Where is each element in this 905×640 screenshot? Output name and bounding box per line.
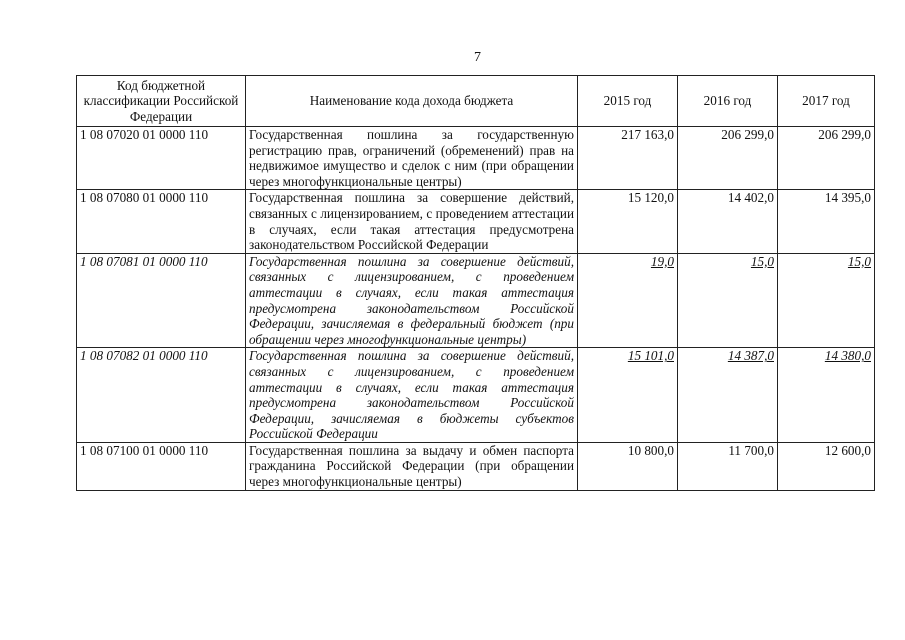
table-row bbox=[77, 348, 875, 443]
page-number: 7 bbox=[474, 50, 481, 65]
row-value-2016: 11 700,0 bbox=[678, 442, 778, 490]
row-value-2016: 15,0 bbox=[678, 253, 778, 348]
row-name: Государственная пошлина за совершение действий, связанных с лицензированием, с проведением аттестации в случаях, если такая аттестация предусмотрена законодательством Российской Федерации, зачисляемая в федеральный бюджет (при обращении через многофункциональные центры) bbox=[246, 253, 578, 348]
row-value-2017: 14 380,0 bbox=[778, 348, 875, 443]
row-name: Государственная пошлина за совершение действий, связанных с лицензированием, с проведением аттестации в случаях, если такая аттестация предусмотрена законодательством Российской Федерации, зачисляемая в бюджеты субъектов Российской Федерации bbox=[246, 348, 578, 443]
row-value-2017: 14 395,0 bbox=[778, 190, 875, 253]
table-header-row bbox=[77, 76, 875, 127]
row-value-2017: 206 299,0 bbox=[778, 127, 875, 190]
row-value-2015: 217 163,0 bbox=[578, 127, 678, 190]
row-value-2015: 19,0 bbox=[578, 253, 678, 348]
row-value-2017: 12 600,0 bbox=[778, 442, 875, 490]
row-code: 1 08 07082 01 0000 110 bbox=[77, 348, 246, 443]
table-row bbox=[77, 190, 875, 253]
row-value-2015: 10 800,0 bbox=[578, 442, 678, 490]
row-value-2015: 15 101,0 bbox=[578, 348, 678, 443]
table-row bbox=[77, 253, 875, 348]
header-year-2016: 2016 год bbox=[678, 76, 778, 127]
row-value-2016: 14 402,0 bbox=[678, 190, 778, 253]
table-row bbox=[77, 127, 875, 190]
header-year-2015: 2015 год bbox=[578, 76, 678, 127]
row-value-2016: 14 387,0 bbox=[678, 348, 778, 443]
row-name: Государственная пошлина за выдачу и обмен паспорта гражданина Российской Федерации (при обращении через многофункциональные центры) bbox=[246, 442, 578, 490]
header-code: Код бюджетной классификации Российской Федерации bbox=[77, 76, 246, 127]
header-year-2017: 2017 год bbox=[778, 76, 875, 127]
header-name: Наименование кода дохода бюджета bbox=[246, 76, 578, 127]
row-name: Государственная пошлина за государственную регистрацию прав, ограничений (обременений) прав на недвижимое имущество и сделок с ним (при обращении через многофункциональные центры) bbox=[246, 127, 578, 190]
row-code: 1 08 07081 01 0000 110 bbox=[77, 253, 246, 348]
row-code: 1 08 07080 01 0000 110 bbox=[77, 190, 246, 253]
row-value-2017: 15,0 bbox=[778, 253, 875, 348]
row-value-2016: 206 299,0 bbox=[678, 127, 778, 190]
row-value-2015: 15 120,0 bbox=[578, 190, 678, 253]
row-name: Государственная пошлина за совершение действий, связанных с лицензированием, с проведением аттестации в случаях, если такая аттестация предусмотрена законодательством Российской Федерации bbox=[246, 190, 578, 253]
budget-table bbox=[76, 75, 875, 491]
table-row bbox=[77, 442, 875, 490]
row-code: 1 08 07100 01 0000 110 bbox=[77, 442, 246, 490]
row-code: 1 08 07020 01 0000 110 bbox=[77, 127, 246, 190]
